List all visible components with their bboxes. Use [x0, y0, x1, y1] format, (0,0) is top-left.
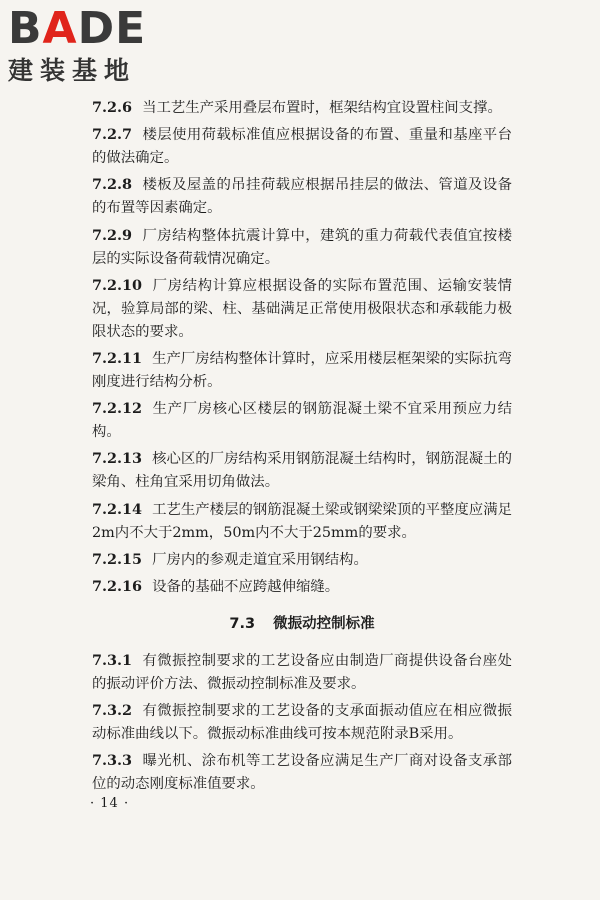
clause-number: 7.3.2 — [92, 702, 133, 720]
clause-text: 楼板及屋盖的吊挂荷载应根据吊挂层的做法、管道及设备的布置等因素确定。 — [92, 177, 512, 217]
clause-text: 当工艺生产采用叠层布置时，框架结构宜设置柱间支撑。 — [142, 100, 502, 116]
clause-number: 7.2.16 — [92, 577, 143, 595]
clause-number: 7.2.8 — [92, 176, 133, 194]
clauses-7-2 — [92, 96, 512, 599]
clause-number: 7.2.13 — [92, 450, 143, 468]
clause-number: 7.2.7 — [92, 126, 133, 144]
clause-paragraph — [92, 498, 512, 545]
clause-text: 设备的基础不应跨越伸缩缝。 — [152, 578, 340, 595]
clause-text: 有微振控制要求的工艺设备的支承面振动值应在相应微振动标准曲线以下。微振动标准曲线可按本规范附录B采用。 — [92, 703, 512, 743]
logo-wordmark: BADE — [8, 3, 147, 54]
clause-paragraph — [92, 649, 512, 696]
clause-paragraph — [92, 96, 512, 120]
clause-number: 7.2.12 — [92, 400, 143, 418]
clause-paragraph — [92, 173, 512, 220]
section-title: 微振动控制标准 — [273, 615, 375, 632]
clause-paragraph — [92, 274, 512, 344]
clause-number: 7.3.3 — [92, 752, 133, 770]
clause-text: 生产厂房结构整体计算时，应采用楼层框架梁的实际抗弯刚度进行结构分析。 — [92, 350, 512, 390]
clause-paragraph — [92, 749, 512, 796]
clause-paragraph — [92, 347, 512, 394]
clause-number: 7.2.6 — [92, 99, 133, 116]
clause-text: 有微振控制要求的工艺设备应由制造厂商提供设备台座处的振动评价方法、微振动控制标准及要求。 — [92, 652, 512, 692]
logo-subtitle: 建装基地 — [8, 56, 137, 85]
clause-paragraph — [92, 224, 512, 271]
clause-paragraph — [92, 699, 512, 746]
clause-paragraph — [92, 397, 512, 444]
clause-text: 厂房结构计算应根据设备的实际布置范围、运输安装情况，验算局部的梁、柱、基础满足正常使用极限状态和承载能力极限状态的要求。 — [92, 277, 512, 340]
section-number: 7.3 — [229, 615, 256, 632]
clause-text: 楼层使用荷载标准值应根据设备的布置、重量和基座平台的做法确定。 — [92, 127, 512, 167]
clause-paragraph — [92, 123, 512, 170]
clause-number: 7.2.15 — [92, 550, 143, 568]
clauses-7-3 — [92, 649, 512, 796]
clause-text: 工艺生产楼层的钢筋混凝土梁或钢梁梁顶的平整度应满足2m内不大于2mm，50m内不大于25mm的要求。 — [92, 501, 512, 541]
clause-text: 核心区的厂房结构采用钢筋混凝土结构时，钢筋混凝土的梁角、柱角宜采用切角做法。 — [92, 451, 512, 491]
clause-number: 7.2.14 — [92, 500, 143, 518]
clause-text: 曝光机、涂布机等工艺设备应满足生产厂商对设备支承部位的动态刚度标准值要求。 — [92, 753, 512, 793]
document-body — [92, 96, 512, 799]
clause-number: 7.2.11 — [92, 349, 143, 367]
clause-paragraph — [92, 447, 512, 494]
clause-text: 厂房内的参观走道宜采用钢结构。 — [152, 551, 368, 568]
clause-text: 厂房结构整体抗震计算中，建筑的重力荷载代表值宜按楼层的实际设备荷载情况确定。 — [92, 227, 512, 267]
clause-number: 7.2.9 — [92, 226, 133, 244]
section-heading — [92, 613, 512, 635]
clause-text: 生产厂房核心区楼层的钢筋混凝土梁不宜采用预应力结构。 — [92, 401, 512, 441]
clause-paragraph — [92, 548, 512, 572]
logo — [8, 4, 146, 86]
page-number: · 14 · — [90, 796, 130, 811]
clause-number: 7.3.1 — [92, 651, 133, 669]
clause-paragraph — [92, 575, 512, 599]
clause-number: 7.2.10 — [92, 276, 143, 294]
